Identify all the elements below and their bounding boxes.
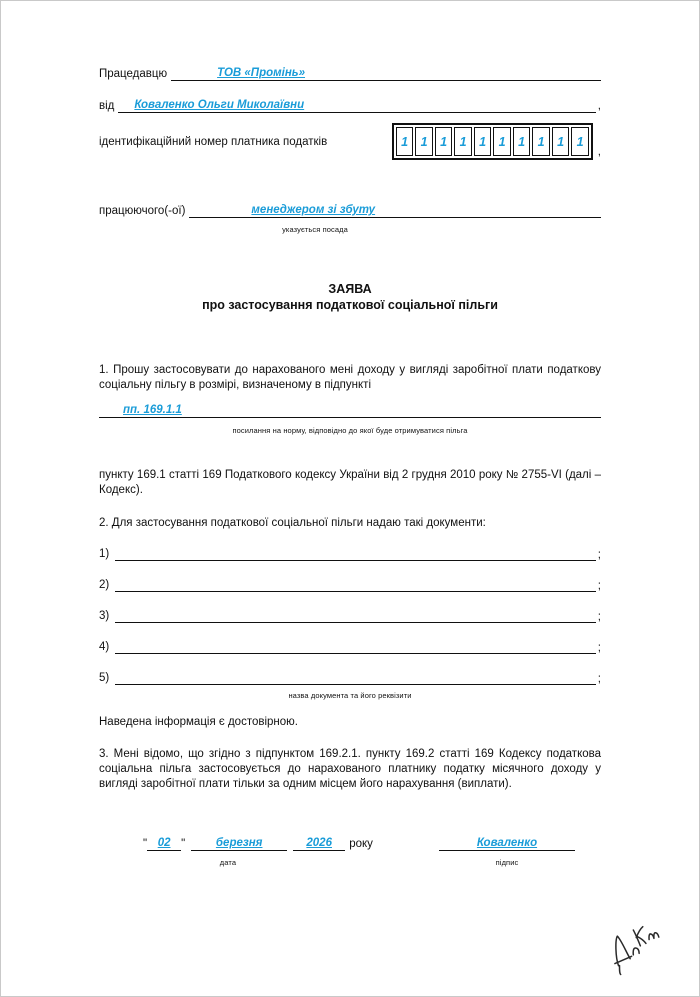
document-row [99, 544, 601, 561]
document-suffix: ; [597, 611, 601, 623]
tax-id-digit-cell[interactable]: 1 [571, 127, 589, 156]
date-month-value[interactable]: березня [215, 837, 263, 849]
position-caption-wrap [99, 219, 601, 237]
document-number: 5) [99, 672, 110, 684]
tax-id-digit-cell[interactable]: 1 [532, 127, 550, 156]
quote-open: " [143, 838, 148, 850]
subpoint-caption-wrap [99, 420, 601, 438]
date-year-value[interactable]: 2026 [306, 837, 332, 849]
tax-id-digit-cell[interactable]: 1 [493, 127, 511, 156]
document-name-field[interactable] [115, 576, 596, 592]
from-value[interactable]: Коваленко Ольги Миколаївни [134, 99, 305, 111]
from-suffix: , [597, 100, 601, 112]
document-name-field[interactable] [115, 545, 596, 561]
date-day-value[interactable]: 02 [157, 837, 171, 849]
position-row [99, 200, 601, 218]
employer-field[interactable] [171, 64, 601, 81]
tax-id-digit-cell[interactable]: 1 [552, 127, 570, 156]
document-suffix: ; [597, 673, 601, 685]
from-field[interactable] [118, 96, 595, 113]
document-row [99, 606, 601, 623]
date-line [143, 834, 373, 851]
documents-caption: назва документа та його реквізити [288, 691, 412, 700]
document-suffix: ; [597, 642, 601, 654]
quote-close: " [181, 838, 186, 850]
tax-id-digit-cell[interactable]: 1 [513, 127, 531, 156]
document-title: ЗАЯВА [328, 282, 372, 296]
document-number: 1) [99, 548, 110, 560]
document-row [99, 575, 601, 592]
employer-row [99, 63, 601, 81]
tax-id-label: ідентифікаційний номер платника податків [99, 135, 328, 148]
paragraph-3: 3. Мені відомо, що згідно з підпунктом 169.2.1. пункту 169.2 статті 169 Кодексу податкова соціальна пільга застосовується до нарахованого платнику податку місячного доходу у вигляді заробітної плати тільки за одним місцем його нарахування (виплати). [99, 748, 601, 790]
tax-id-box [392, 123, 593, 160]
title-block [99, 281, 601, 313]
paragraph-1: 1. Прошу застосовувати до нарахованого мені доходу у вигляді заробітної плати податкову соціальну пільгу в розмірі, визначеному в підпункті [99, 364, 601, 391]
signature-caption-wrap [439, 852, 575, 870]
position-caption: указується посада [282, 225, 348, 234]
signature-field[interactable] [439, 834, 575, 851]
tax-id-suffix: , [597, 146, 601, 158]
date-block [143, 834, 373, 870]
tax-id-digit-cell[interactable]: 1 [454, 127, 472, 156]
subpoint-field[interactable] [99, 402, 601, 418]
statement: Наведена інформація є достовірною. [99, 716, 298, 728]
document-name-field[interactable] [115, 638, 596, 654]
tax-id-digit-cell[interactable]: 1 [415, 127, 433, 156]
tax-id-digit-cell[interactable]: 1 [396, 127, 414, 156]
signature-caption: підпис [495, 858, 519, 867]
document-suffix: ; [597, 580, 601, 592]
document-subtitle: про застосування податкової соціальної пільги [202, 298, 498, 312]
employer-label: Працедавцю [99, 68, 168, 80]
paragraph-2: 2. Для застосування податкової соціальної пільги надаю такі документи: [99, 517, 486, 529]
signature-value[interactable]: Коваленко [476, 837, 538, 849]
signature-block [439, 834, 575, 870]
position-value[interactable]: менеджером зі збуту [251, 204, 376, 216]
year-word: року [349, 838, 373, 850]
paragraph-code: пункту 169.1 статті 169 Податкового кодексу України від 2 грудня 2010 року № 2755-VI (далі – Кодекс). [99, 469, 601, 496]
from-label: від [99, 100, 115, 112]
subpoint-value[interactable]: пп. 169.1.1 [123, 404, 182, 416]
tax-id-row [99, 123, 601, 160]
date-year-field[interactable] [293, 837, 345, 851]
document-number: 3) [99, 610, 110, 622]
subpoint-row [99, 402, 601, 418]
document-number: 2) [99, 579, 110, 591]
subpoint-caption: посилання на норму, відповідно до якої буде отримуватися пільга [232, 426, 468, 435]
documents-caption-wrap [99, 685, 601, 703]
document-suffix: ; [597, 549, 601, 561]
position-field[interactable] [189, 201, 601, 218]
tax-id-digit-cell[interactable]: 1 [474, 127, 492, 156]
documents-list [99, 544, 601, 703]
employer-value[interactable]: ТОВ «Промінь» [217, 67, 306, 79]
document-row [99, 668, 601, 685]
position-section [99, 200, 601, 237]
from-row [99, 95, 601, 113]
date-day-field[interactable] [147, 837, 181, 851]
document-name-field[interactable] [115, 669, 596, 685]
document-number: 4) [99, 641, 110, 653]
tax-id-digit-cell[interactable]: 1 [435, 127, 453, 156]
date-month-field[interactable] [191, 837, 287, 851]
position-label: працюючого(-ої) [99, 205, 186, 217]
date-signature-row [99, 834, 601, 870]
date-caption-wrap [143, 852, 373, 870]
date-caption: дата [219, 858, 237, 867]
handwritten-signature [605, 921, 667, 977]
document-name-field[interactable] [115, 607, 596, 623]
document-row [99, 637, 601, 654]
